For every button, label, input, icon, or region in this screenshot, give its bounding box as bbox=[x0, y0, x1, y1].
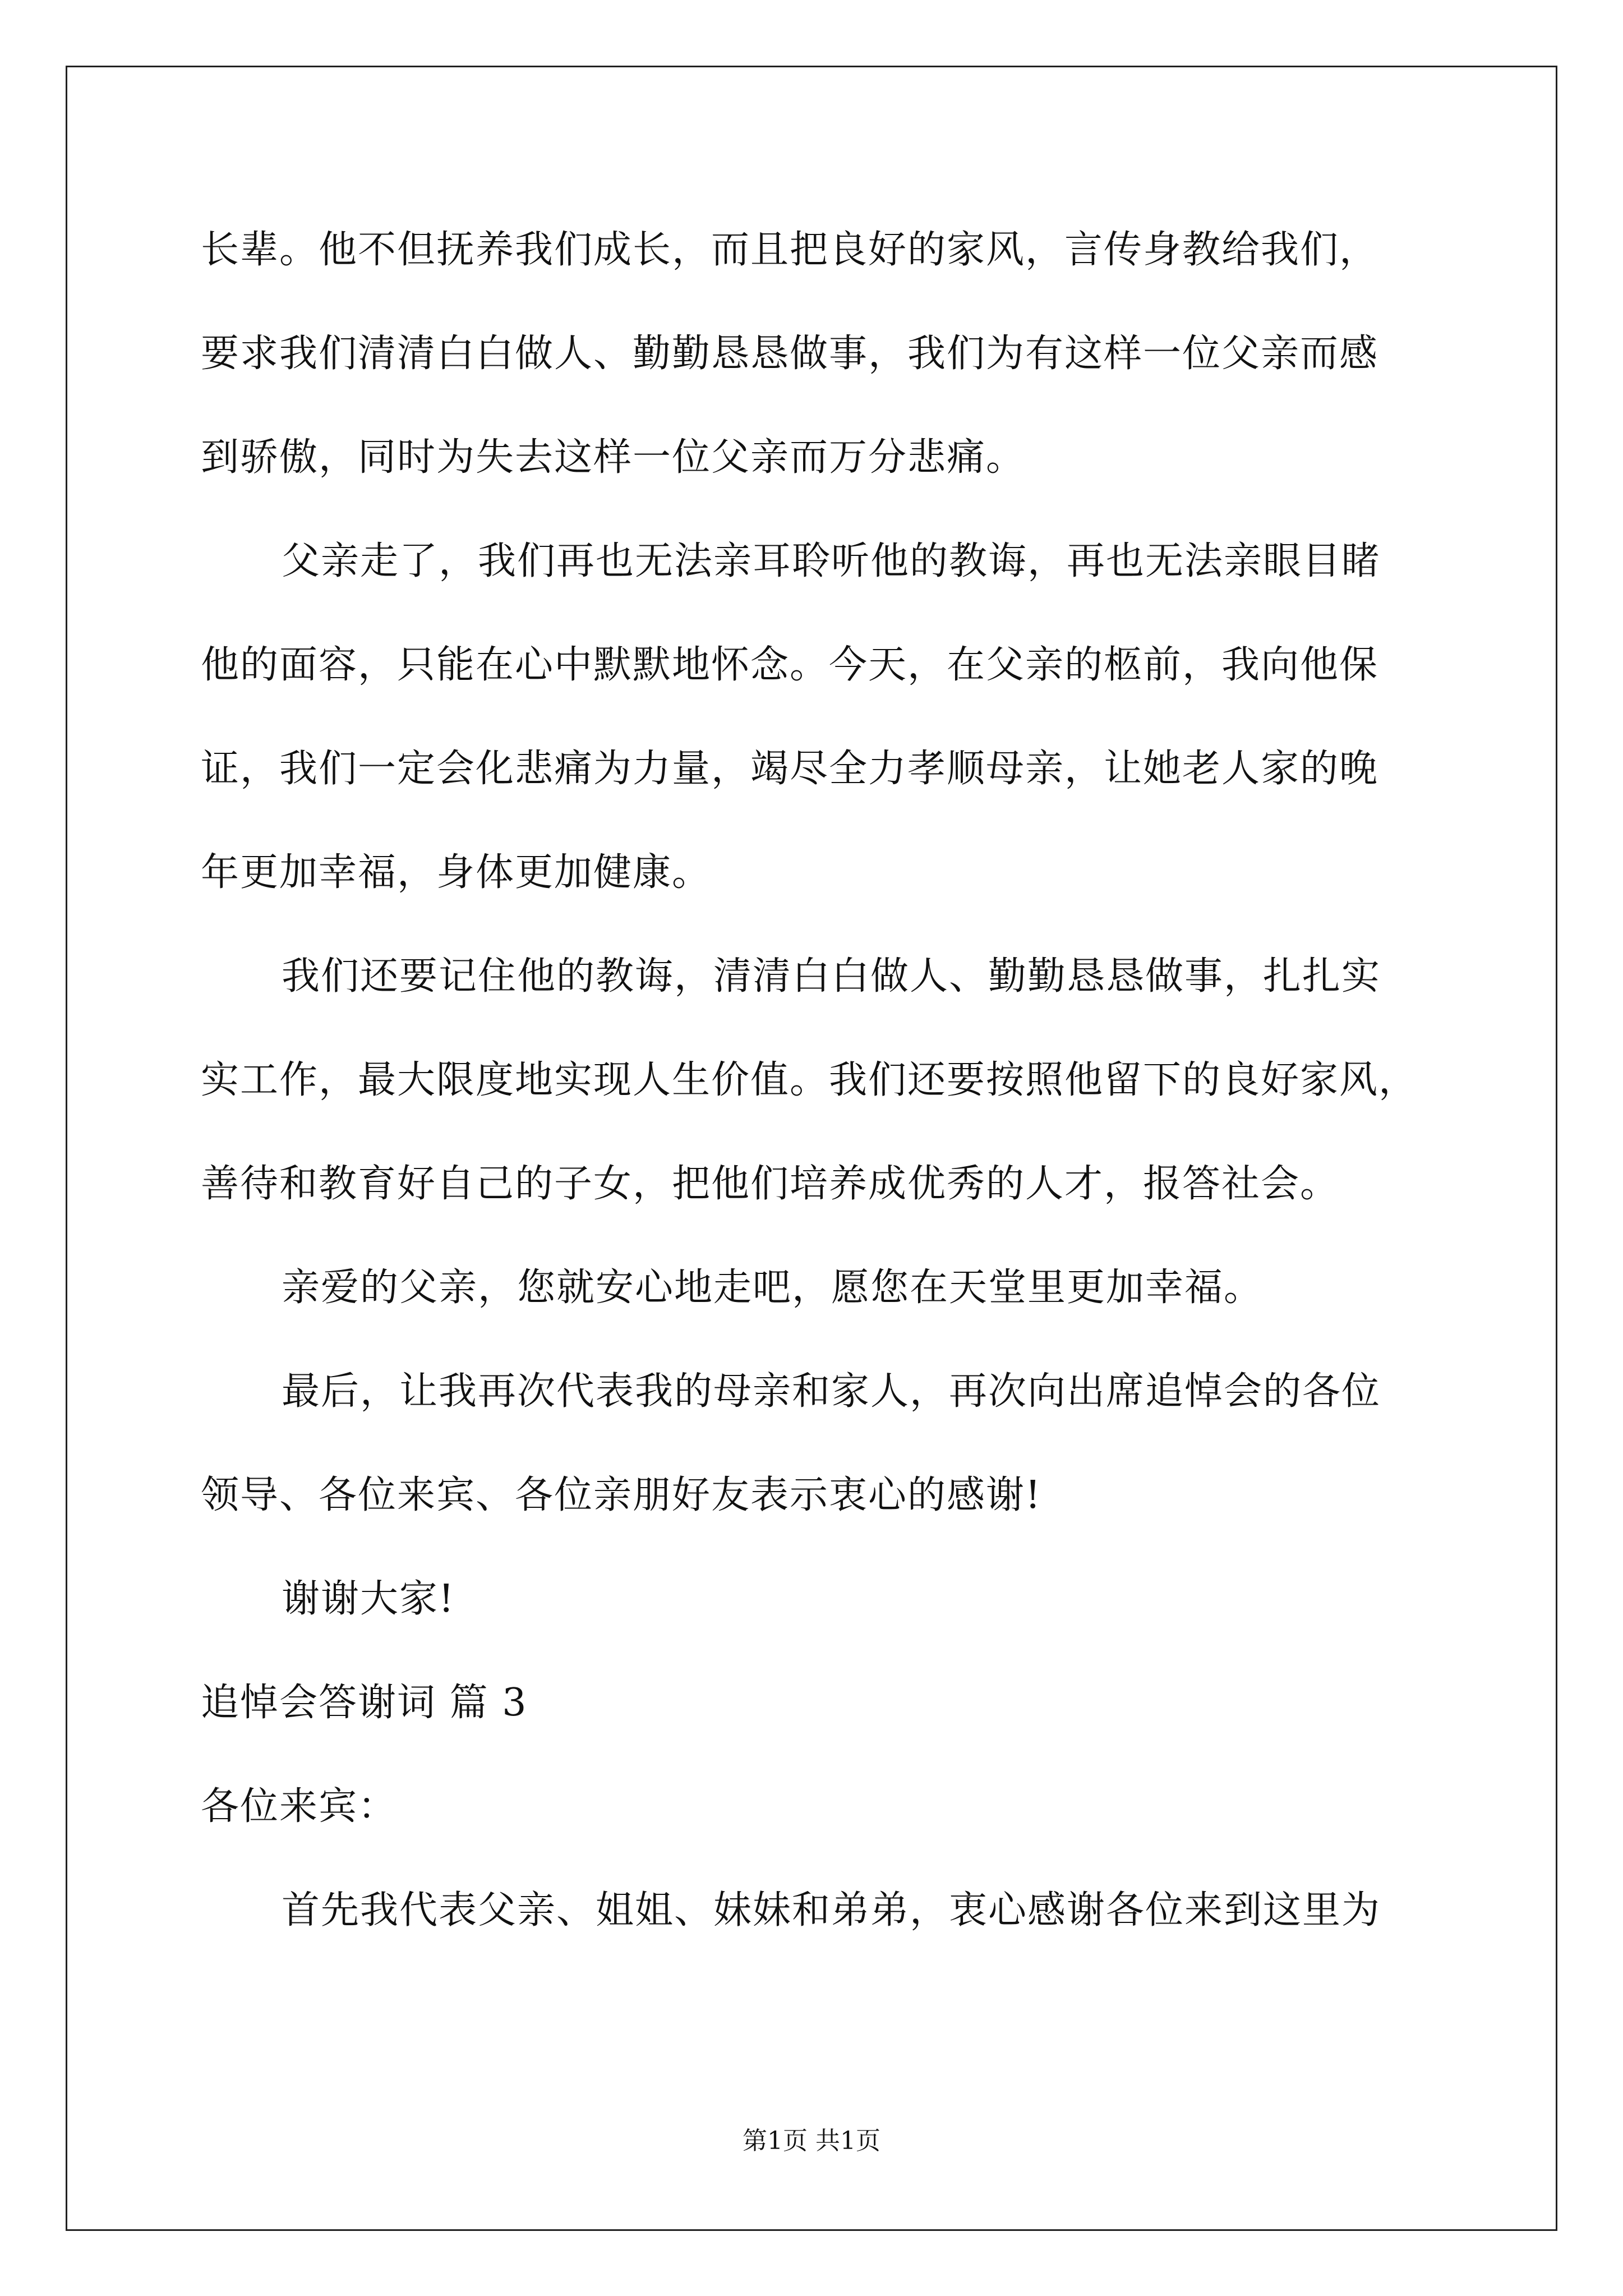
paragraph-start: 亲爱的父亲，您就安心地走吧，愿您在天堂里更加幸福。 bbox=[282, 1266, 1264, 1310]
paragraph-start: 谢谢大家! bbox=[282, 1577, 455, 1621]
paragraph-start: 首先我代表父亲、姐姐、妹妹和弟弟，衷心感谢各位来到这里为 bbox=[282, 1888, 1381, 1932]
paragraph-start: 父亲走了，我们再也无法亲耳聆听他的教诲，再也无法亲眼目睹 bbox=[282, 539, 1381, 583]
paragraph-start: 我们还要记住他的教诲，清清白白做人、勤勤恳恳做事，扎扎实 bbox=[282, 954, 1381, 999]
text-line: 证，我们一定会化悲痛为力量，竭尽全力孝顺母亲，让她老人家的晚 bbox=[201, 747, 1379, 791]
text-line: 长辈。他不但抚养我们成长，而且把良好的家风，言传身教给我们， bbox=[201, 228, 1379, 272]
section-heading: 追悼会答谢词 篇 3 bbox=[201, 1681, 528, 1725]
text-line: 要求我们清清白白做人、勤勤恳恳做事，我们为有这样一位父亲而感 bbox=[201, 332, 1379, 376]
salutation: 各位来宾： bbox=[201, 1784, 398, 1829]
paragraph-start: 最后，让我再次代表我的母亲和家人，再次向出席追悼会的各位 bbox=[282, 1369, 1381, 1414]
page-footer: 第1页 共1页 bbox=[743, 2127, 880, 2155]
text-line: 他的面容，只能在心中默默地怀念。今天，在父亲的柩前，我向他保 bbox=[201, 643, 1379, 687]
text-line: 领导、各位来宾、各位亲朋好友表示衷心的感谢! bbox=[201, 1473, 1042, 1517]
text-line: 实工作，最大限度地实现人生价值。我们还要按照他留下的良好家风， bbox=[201, 1058, 1418, 1102]
text-line: 到骄傲，同时为失去这样一位父亲而万分悲痛。 bbox=[201, 435, 1026, 480]
text-line: 善待和教育好自己的子女，把他们培养成优秀的人才，报答社会。 bbox=[201, 1162, 1340, 1206]
text-line: 年更加幸福，身体更加健康。 bbox=[201, 850, 712, 895]
